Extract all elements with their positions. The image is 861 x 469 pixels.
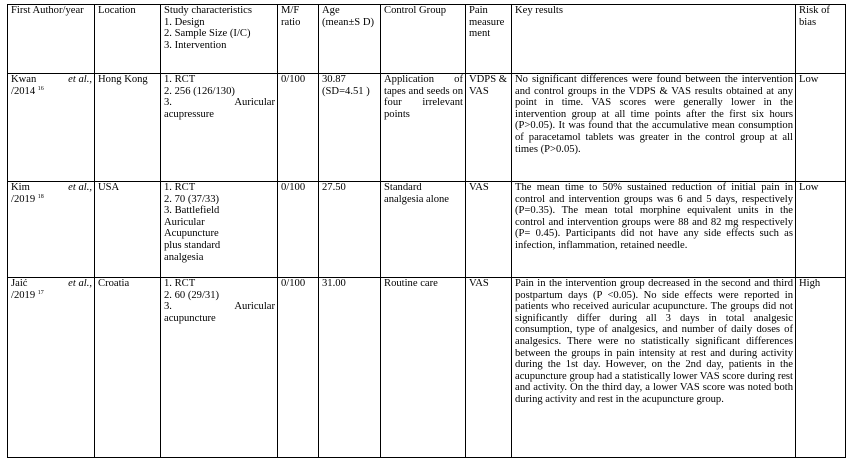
cell-age: 30.87 (SD=4.51 ) <box>319 74 381 182</box>
header-risk: Risk of bias <box>796 5 846 74</box>
cell-author: Kwan et al., /2014 $^{16}$ <box>8 74 95 182</box>
header-location: Location <box>95 5 161 74</box>
header-row <box>8 5 846 74</box>
cell-mf: 0/100 <box>278 278 319 458</box>
header-study-design: 1. Design <box>164 16 205 28</box>
header-mf: M/F ratio <box>278 5 319 74</box>
header-pain: Pain measurement <box>466 5 512 74</box>
header-study-sample: 2. Sample Size (I/C) <box>164 28 251 40</box>
cell-control: Application of tapes and seeds on four irrelevant points <box>381 74 466 182</box>
cell-results: The mean time to 50% sustained reduction of initial pain in control and intervention groups was 6 and 5 days, respectively (P=0.35). The mean total morphine equivalent units in the control and intervention groups were 88 and 82 mg respectively (P= 0.45). Participants did not have any side effects such as infection, inflammation, retained needle. <box>512 182 796 278</box>
table-wrapper <box>7 4 846 458</box>
cell-study: 1. RCT 2. 70 (37/33) 3. Battlefield Auricular Acupuncture plus standard analgesia <box>161 182 278 278</box>
cell-study: 1. RCT 2. 60 (29/31) 3. Auricular acupuncture <box>161 278 278 458</box>
header-study-intervention: 3. Intervention <box>164 39 227 51</box>
table-row <box>8 278 846 458</box>
header-study <box>161 5 278 74</box>
cell-control: Routine care <box>381 278 466 458</box>
table-row <box>8 74 846 182</box>
reference-number: 18 <box>37 193 44 200</box>
reference-number: 16 <box>37 85 44 92</box>
header-age: Age (mean±S D) <box>319 5 381 74</box>
cell-pain: VAS <box>466 182 512 278</box>
cell-location: USA <box>95 182 161 278</box>
cell-author: Jaić et al., /2019 $^{17}$ <box>8 278 95 458</box>
cell-risk: Low <box>796 74 846 182</box>
header-study-title: Study characteristics <box>164 5 252 16</box>
header-results: Key results <box>512 5 796 74</box>
cell-author: Kim et al., /2019 $^{18}$ <box>8 182 95 278</box>
cell-age: 27.50 <box>319 182 381 278</box>
study-table <box>7 4 846 458</box>
cell-results: No significant differences were found between the intervention and control groups in the VDPS & VAS results obtained at any point in time. VAS scores were generally lower in the intervention group at all time points after the first six hours (P>0.05). It was found that the accumulative mean consumption of paracetamol tablets was greater in the control group at all times (P>0.05). <box>512 74 796 182</box>
cell-mf: 0/100 <box>278 74 319 182</box>
cell-control: Standard analgesia alone <box>381 182 466 278</box>
cell-risk: High <box>796 278 846 458</box>
cell-pain: VDPS & VAS <box>466 74 512 182</box>
table-row <box>8 182 846 278</box>
header-control: Control Group <box>381 5 466 74</box>
cell-results: Pain in the intervention group decreased in the second and third postpartum days (P <0.05). No side effects were reported in patients who received auricular acupuncture. The groups did not significantly differ during all 3 days in total analgesic consumption, type of analgesics, and number of daily doses of analgesics. There were no statistically significant differences between the groups in pain intensity at rest and during activity during the 1st day. However, on the 2nd day, patients in the acupuncture group had a statistically lower VAS score during rest and activity. On the third day, a lower VAS score was noted both during activity and rest in the acupuncture group. <box>512 278 796 458</box>
cell-pain: VAS <box>466 278 512 458</box>
reference-number: 17 <box>37 289 44 296</box>
cell-location: Croatia <box>95 278 161 458</box>
cell-location: Hong Kong <box>95 74 161 182</box>
cell-age: 31.00 <box>319 278 381 458</box>
header-author: First Author/year <box>8 5 95 74</box>
cell-study: 1. RCT 2. 256 (126/130) 3. Auricular acupressure <box>161 74 278 182</box>
cell-risk: Low <box>796 182 846 278</box>
cell-mf: 0/100 <box>278 182 319 278</box>
